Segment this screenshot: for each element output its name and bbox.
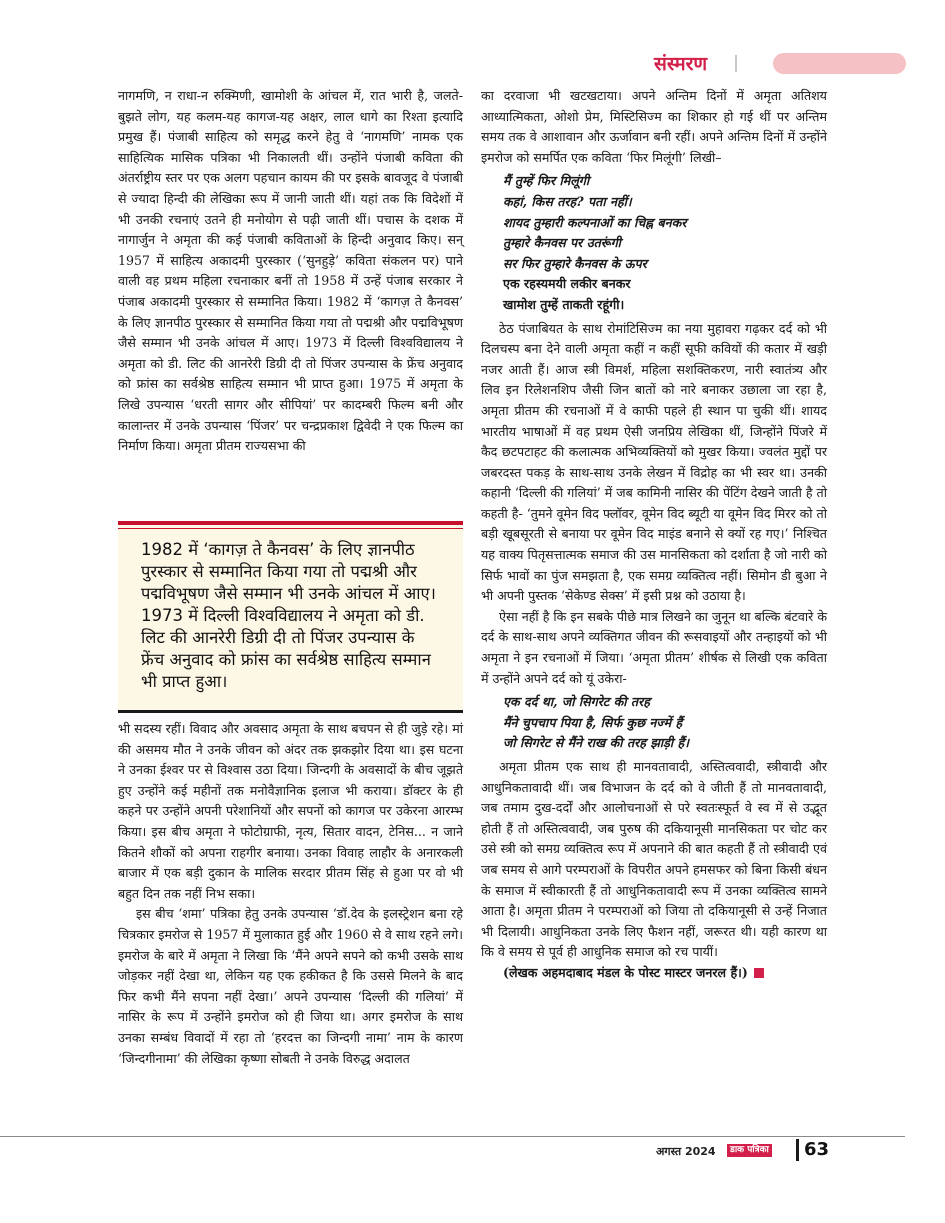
poem-line: जो सिगरेट से मैंने राख की तरह झाड़ी हैं। <box>503 735 689 751</box>
poem-line: एक रहस्यमयी लकीर बनकर <box>503 276 631 292</box>
pull-quote-top-rule <box>118 521 463 525</box>
poem-line: एक दर्द था, जो सिगरेट की तरह <box>503 694 650 710</box>
section-label: संस्मरण <box>654 53 708 75</box>
footer-rule <box>0 1136 905 1137</box>
poem-line: मैं तुम्हें फिर मिलूंगी <box>503 173 590 189</box>
paragraph: ठेठ पंजाबियत के साथ रोमांटिसिज्म का नया मुहावरा गढ़कर दर्द को भी दिलचस्प बना देने वाली अमृता कहीं न कहीं सूफी कवियों की कतार में खड़ी नजर आती हैं। आज स्त्री विमर्श, महिला सशक्तिकरण, नारी स्वातंत्र्य और लिव इन रिलेशनशिप जैसी जिन बातों को नारे बनाकर उछाला जा रहा है, अमृता प्रीतम की रचनाओं में वे काफी पहले ही स्थान पा चुकी थीं। शायद भारतीय भाषाओं में वह प्रथम ऐसी जनप्रिय लेखिका थीं, जिन्होंने पिंजरे में कैद छटपटाहट की कलात्मक अभिव्यक्तियों को मुखर किया। ज्वलंत मुद्दों पर जबरदस्त पकड़ के साथ-साथ उनके लेखन में विद्रोह का भी स्वर था। उनकी कहानी ‘दिल्ली की गलियां’ में जब कामिनी नासिर की पेंटिंग देखने जाती है तो कहती है- ‘तुमने वूमेन विद फ्लॉवर, वूमेन विद ब्यूटी या वूमेन विद मिरर को तो बड़ी खूबसूरती से बनाया पर वूमेन विद माइंड बनाने से क्यों रह गए।’ निश्चित यह वाक्य पितृसत्तात्मक समाज की उस मानसिकता को दर्शाता है जो नारी को सिर्फ भावों का पुंज समझता है, एक समग्र व्यक्तित्व नहीं। सिमोन डी बुआ ने भी अपनी पुस्तक ‘सेकेण्ड सेक्स’ में इसी प्रश्न को उठाया है। <box>481 320 827 604</box>
poem-line: कहां, किस तरह? पता नहीं। <box>503 193 632 209</box>
end-mark-icon <box>754 968 764 978</box>
page-number: 63 <box>804 1139 830 1160</box>
magazine-logo: डाक पत्रिका <box>727 1144 772 1157</box>
pull-quote-text: 1982 में ‘कागज़ ते कैनवस’ के लिए ज्ञानपीठ पुरस्कार से सम्मानित किया गया तो पद्मश्री और पद्मविभूषण जैसे सम्मान भी उनके आंचल में आए। 1973 में दिल्ली विश्वविद्यालय ने अमृता को डी. लिट की आनरेरी डिग्री दी तो पिंजर उपन्यास के फ्रेंच अनुवाद को फ्रांस का सर्वश्रेष्ठ साहित्य सम्मान भी प्राप्त हुआ। <box>141 540 436 691</box>
paragraph: नागमणि, न राधा-न रुक्मिणी, खामोशी के आंचल में, रात भारी है, जलते-बुझते लोग, यह कलम-यह कागज-यह अक्षर, लाल धागे का रिश्ता इत्यादि प्रमुख हैं। पंजाबी साहित्य को समृद्ध करने हेतु वे ‘नागमणि’ नामक एक साहित्यिक मासिक पत्रिका भी निकालती थीं। उन्होंने पंजाबी कविता की अंतर्राष्ट्रीय स्तर पर एक अलग पहचान कायम की पर इसके बावजूद वे पंजाबी से ज्यादा हिन्दी की लेखिका रूप में जानी जाती थीं। यहां तक कि विदेशों में भी उनकी रचनाएं उतने ही मनोयोग से पढ़ी जाती थीं। पचास के दशक में नागार्जुन ने अमृता की कई पंजाबी कविताओं के हिन्दी अनुवाद किए। सन् 1957 में साहित्य अकादमी पुरस्कार (‘सुनहुड़े’ कविता संकलन पर) पाने वाली वह प्रथम महिला रचनाकार बनीं तो 1958 में उन्हें पंजाब सरकार ने पंजाब अकादमी पुरस्कार से सम्मानित किया। 1982 में ‘कागज़ ते कैनवस’ के लिए ज्ञानपीठ पुरस्कार से सम्मानित किया गया तो पद्मश्री और पद्मविभूषण जैसे सम्मान भी उनके आंचल में आए। 1973 में दिल्ली विश्वविद्यालय ने अमृता को डी. लिट की आनरेरी डिग्री दी तो पिंजर उपन्यास के फ्रेंच अनुवाद को फ्रांस का सर्वश्रेष्ठ साहित्य सम्मान भी प्राप्त हुआ। 1975 में अमृता के लिखे उपन्यास ‘धरती सागर और सीपियां’ पर कादम्बरी फिल्म बनी और कालान्तर में उनके उपन्यास ‘पिंजर’ पर चन्द्रप्रकाश द्विवेदी ने एक फिल्म का निर्माण किया। अमृता प्रीतम राज्यसभा की <box>118 88 463 454</box>
paragraph: का दरवाजा भी खटखटाया। अपने अन्तिम दिनों में अमृता अतिशय आध्यात्मिकता, ओशो प्रेम, मिस्टिसिज्म का शिकार हो गई थीं पर अन्तिम समय तक वे आशावान और ऊर्जावान बनी रहीं। अपने अन्तिम दिनों में उन्होंने इमरोज को समर्पित एक कविता ‘फिर मिलूंगी’ लिखी– <box>481 88 827 165</box>
poem-amrita-pritam <box>503 692 827 754</box>
header-divider <box>735 55 737 72</box>
pull-quote-bottom-rule <box>118 710 463 713</box>
left-column-bottom <box>118 719 463 1069</box>
paragraph: भी सदस्य रहीं। विवाद और अवसाद अमृता के साथ बचपन से ही जुड़े रहे। मां की असमय मौत ने उनके जीवन को अंदर तक झकझोर दिया था। इस घटना ने उनका ईश्वर पर से विश्वास उठा दिया। जिन्दगी के अवसादों के बीच जूझते हुए उन्होंने कई महीनों तक मनोवैज्ञानिक इलाज भी कराया। डॉक्टर के ही कहने पर उन्होंने अपनी परेशानियों और सपनों को कागज पर उकेरना आरम्भ किया। इस बीच अमृता ने फोटोग्राफी, नृत्य, सितार वादन, टेनिस... न जाने कितने शौकों को अपना राहगीर बनाया। उनका विवाह लाहौर के अनारकली बाजार में एक बड़ी दुकान के मालिक सरदार प्रीतम सिंह से हुआ पर वो भी बहुत दिन तक नहीं निभ सका। <box>118 721 463 901</box>
poem-line: मैंने चुपचाप पिया है, सिर्फ कुछ नज्में हैं <box>503 714 683 730</box>
pull-quote-top-rule-thin <box>118 528 463 529</box>
right-column <box>481 86 827 984</box>
poem-phir-milungi <box>503 171 827 315</box>
paragraph: ऐसा नहीं है कि इन सबके पीछे मात्र लिखने का जुनून था बल्कि बंटवारे के दर्द के साथ-साथ अपने व्यक्तिगत जीवन की रूसवाइयों और तन्हाइयों को भी अमृता ने इन रचनाओं में जिया। ‘अमृता प्रीतम’ शीर्षक से लिखी एक कविता में उन्होंने अपने दर्द को यूं उकेरा- <box>481 608 827 686</box>
header-decor-bar <box>773 53 906 74</box>
poem-line: खामोश तुम्हें ताकती रहूंगी। <box>503 296 625 312</box>
paragraph: इस बीच ‘शमा’ पत्रिका हेतु उनके उपन्यास ‘डॉ.देव के इलस्ट्रेशन बना रहे चित्रकार इमरोज से 1957 में मुलाकात हुई और 1960 से वे साथ रहने लगे। इमरोज के बारे में अमृता ने लिखा कि ‘मैंने अपने सपने को कभी उसके साथ जोड़कर नहीं देखा था, लेकिन यह एक हकीकत है कि उससे मिलने के बाद फिर कभी मैंने सपना नहीं देखा।’ अपने उपन्यास ‘दिल्ली की गलियां’ में नासिर के रूप में उन्होंने इमरोज को ही जिया था। अगर इमरोज के साथ उनका सम्बंध विवादों में रहा तो ‘हरदत्त का जिन्दगी नामा’ नाम के कारण ‘जिन्दगीनामा’ की लेखिका कृष्णा सोबती ने उनके विरुद्ध अदालत <box>118 906 463 1066</box>
issue-date: अगस्त 2024 <box>656 1145 716 1158</box>
poem-line: शायद तुम्हारी कल्पनाओं का चिह्न बनकर <box>503 214 687 230</box>
page-footer <box>0 1139 945 1164</box>
pull-quote <box>118 521 463 713</box>
page-header <box>0 50 945 80</box>
footer-divider <box>796 1139 799 1161</box>
byline-text: (लेखक अहमदाबाद मंडल के पोस्ट मास्टर जनरल हैं।) <box>503 964 748 980</box>
poem-line: तुम्हारे कैनवस पर उतरूंगी <box>503 235 621 251</box>
poem-line: सर फिर तुम्हारे कैनवस के ऊपर <box>503 255 647 271</box>
author-byline <box>481 963 827 984</box>
paragraph: अमृता प्रीतम एक साथ ही मानवतावादी, अस्तित्ववादी, स्त्रीवादी और आधुनिकतावादी थीं। जब विभाजन के दर्द को वे जीती हैं तो मानवतावादी, जब तमाम दुख-दर्दों और आलोचनाओं से परे स्वतःस्फूर्त वे स्व में से उद्भूत होती हैं तो अस्तित्ववादी, जब पुरुष की दकियानूसी मानसिकता पर चोट कर उसे स्त्री को समग्र व्यक्तित्व रूप में अपनाने की बात कहती हैं तो स्त्रीवादी एवं जब समय से आगे परम्पराओं के विपरीत अपने हमसफर को बिना किसी बंधन के समाज में स्वीकारती हैं तो आधुनिकतावादी रूप में उनका व्यक्तित्व सामने आता है। अमृता प्रीतम ने परम्पराओं को जिया तो दकियानूसी से उन्हें निजात भी दिलायी। आधुनिकता उनके लिए फैशन नहीं, जरूरत थी। यही कारण था कि वे समय से पूर्व ही आधुनिक समाज को रच पायीं। <box>481 759 827 960</box>
left-column-top <box>118 86 463 457</box>
